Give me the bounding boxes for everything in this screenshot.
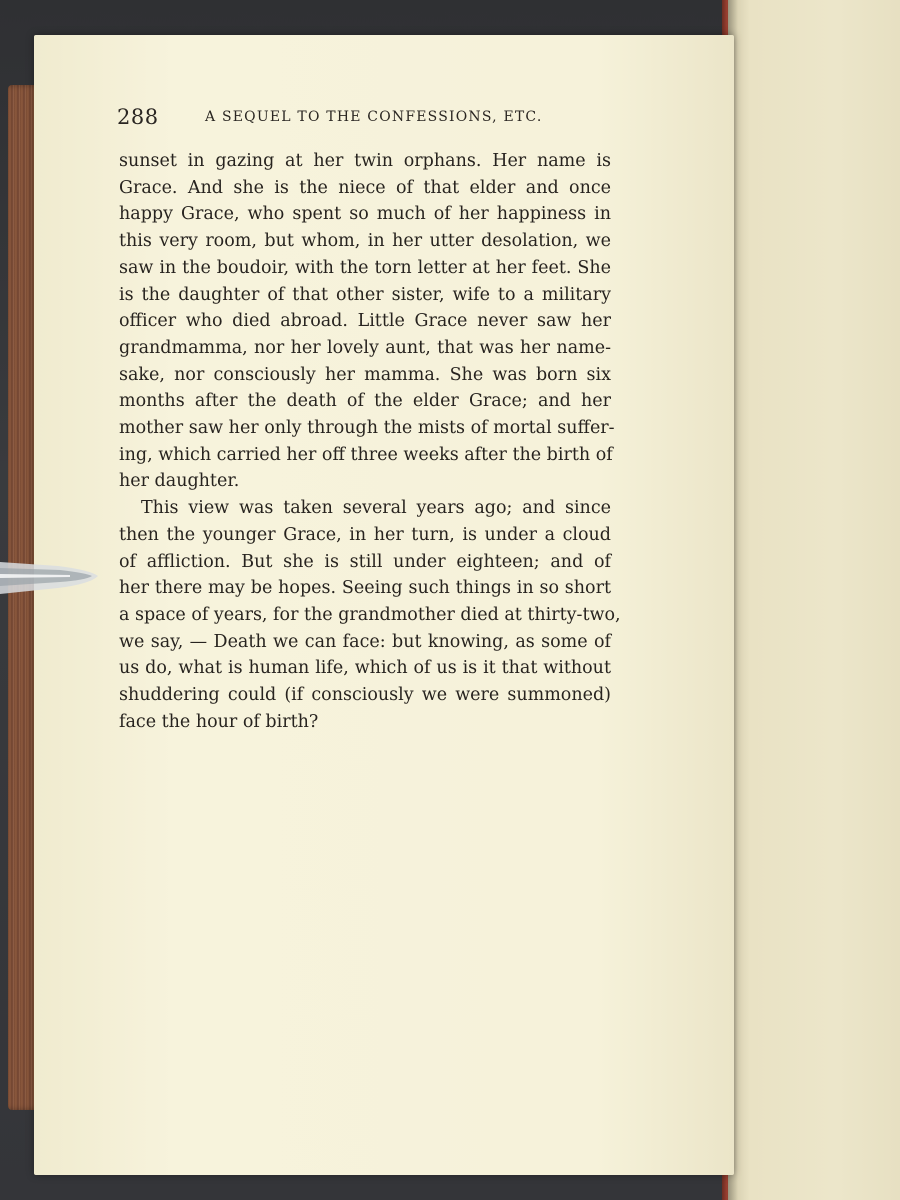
page-number: 288 (117, 105, 159, 129)
text-line: is the daughter of that other sister, wife to a military (119, 284, 611, 305)
text-line: grandmamma, nor her lovely aunt, that was her name- (119, 337, 611, 358)
text-line: then the younger Grace, in her turn, is under a cloud (119, 524, 611, 545)
text-line: we say, — Death we can face: but knowing, as some of (119, 631, 611, 652)
text-line: Grace. And she is the niece of that elder and once (119, 177, 611, 198)
text-line: sunset in gazing at her twin orphans. Her name is (119, 151, 611, 171)
text-line: a space of years, for the grandmother died at thirty-two, (119, 604, 621, 625)
facing-page (728, 0, 900, 1200)
text-line: shuddering could (if consciously we were summoned) (119, 685, 611, 706)
text-line: months after the death of the elder Grace; and her (119, 391, 611, 412)
paragraph-2 (119, 495, 621, 735)
text-line: This view was taken several years ago; and since (141, 498, 611, 519)
text-line: saw in the boudoir, with the torn letter at her feet. She (119, 257, 611, 278)
running-title: A SEQUEL TO THE CONFESSIONS, ETC. (205, 109, 543, 125)
text-line: this very room, but whom, in her utter desolation, we (119, 231, 611, 252)
text-line: her daughter. (119, 471, 240, 492)
text-line: her there may be hopes. Seeing such things in so short (119, 578, 611, 599)
running-head (117, 105, 597, 135)
text-line: face the hour of birth? (119, 711, 319, 732)
body-text (119, 148, 621, 735)
text-line: us do, what is human life, which of us is it that without (119, 658, 611, 679)
paragraph-1 (119, 148, 615, 495)
text-line: ing, which carried her off three weeks after the birth of (119, 444, 613, 465)
text-line: of affliction. But she is still under eighteen; and of (119, 551, 611, 572)
bookmark-clip (0, 548, 100, 608)
text-line: mother saw her only through the mists of mortal suffer- (119, 418, 615, 439)
text-line: officer who died abroad. Little Grace never saw her (119, 311, 611, 332)
text-line: sake, nor consciously her mamma. She was born six (119, 364, 611, 385)
text-line: happy Grace, who spent so much of her happiness in (119, 204, 611, 225)
